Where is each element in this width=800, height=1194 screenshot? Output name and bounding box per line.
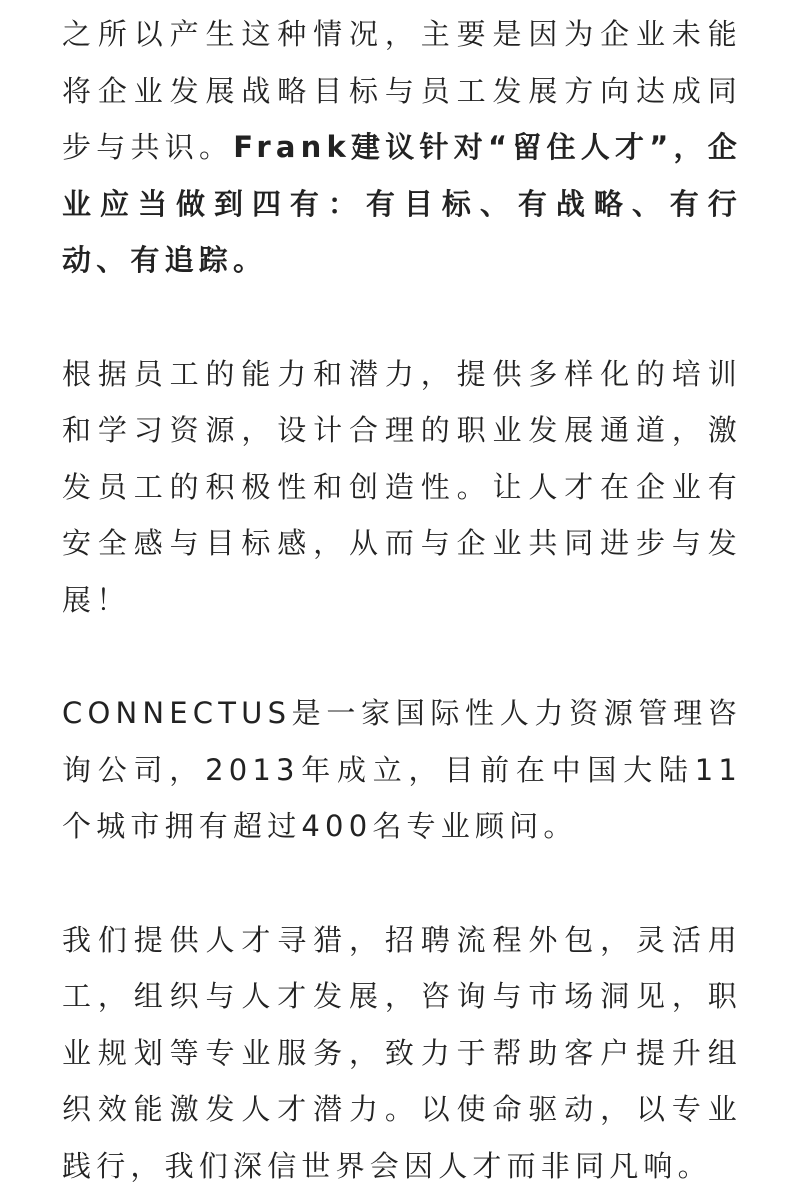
paragraph-company-intro: CONNECTUS是一家国际性人力资源管理咨询公司，2013年成立，目前在中国大陆11个城市拥有超过400名专业顾问。	[62, 685, 742, 855]
paragraph-intro-text: 之所以产生这种情况，主要是因为企业未能将企业发展战略目标与员工发展方向达成同步与共识。	[62, 17, 742, 164]
paragraph-employee-development: 根据员工的能力和潜力，提供多样化的培训和学习资源，设计合理的职业发展通道，激发员工的积极性和创造性。让人才在企业有安全感与目标感，从而与企业共同进步与发展！	[62, 346, 742, 629]
frank-recommendation-text: Frank建议针对“留住人才”，企业应当做到四有：有目标、有战略、有行动、有追踪。	[62, 130, 742, 277]
article-body	[62, 6, 742, 1194]
paragraph-talent-retention	[62, 6, 742, 289]
paragraph-services: 我们提供人才寻猎，招聘流程外包，灵活用工，组织与人才发展，咨询与市场洞见，职业规划等专业服务，致力于帮助客户提升组织效能激发人才潜力。以使命驱动，以专业践行，我们深信世界会因人才而非同凡响。	[62, 912, 742, 1194]
